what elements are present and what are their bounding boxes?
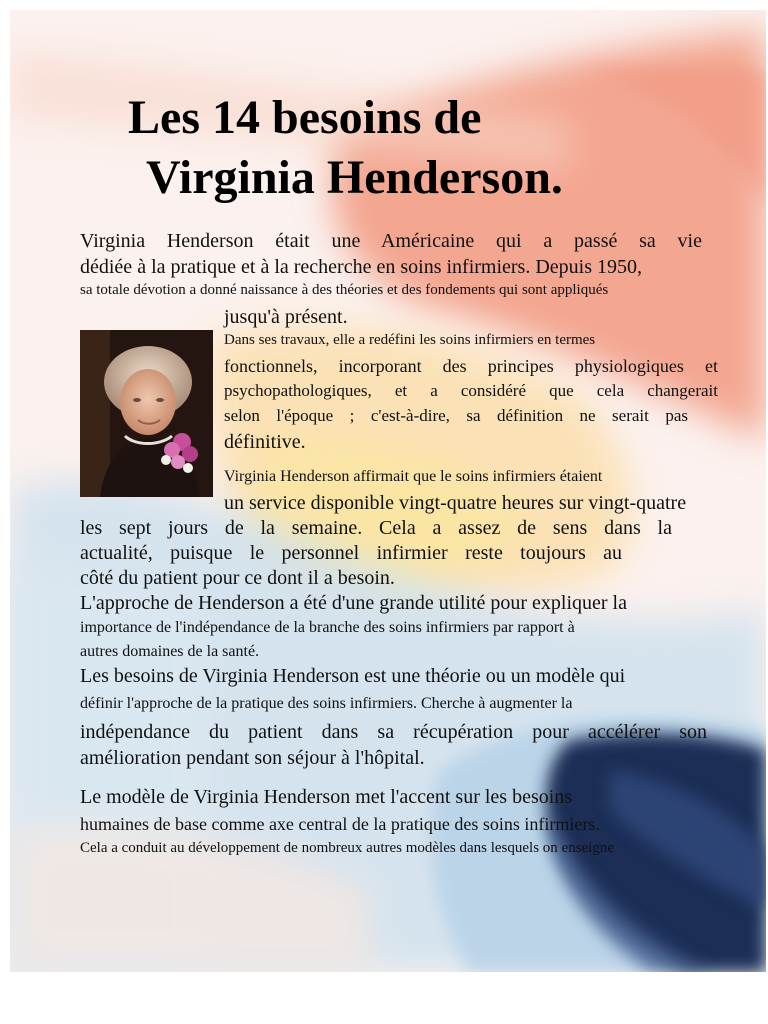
paragraph-line: autres domaines de la santé. xyxy=(80,643,260,660)
paragraph-line: indépendance du patient dans sa récupération pour accélérer son xyxy=(80,721,707,743)
paragraph-line: Virginia Henderson affirmait que le soins infirmiers étaient xyxy=(224,468,603,485)
paragraph-line: côté du patient pour ce dont il a besoin. xyxy=(80,567,395,589)
paragraph-line: sa totale dévotion a donné naissance à des théories et des fondements qui sont appliqués xyxy=(80,282,609,298)
portrait-photo xyxy=(80,330,213,497)
title-line-2: Virginia Henderson. xyxy=(146,151,563,204)
paragraph-line: fonctionnels, incorporant des principes physiologiques et xyxy=(224,356,718,376)
paragraph-line: Cela a conduit au développement de nombreux autres modèles dans lesquels on enseigne xyxy=(80,840,615,856)
paragraph-line: amélioration pendant son séjour à l'hôpital. xyxy=(80,747,425,769)
paragraph-line: importance de l'indépendance de la branche des soins infirmiers par rapport à xyxy=(80,619,575,636)
paragraph-line: définir l'approche de la pratique des soins infirmiers. Cherche à augmenter la xyxy=(80,695,573,712)
paragraph-line: psychopathologiques, et a considéré que cela changerait xyxy=(224,381,718,400)
paragraph-line: humaines de base comme axe central de la pratique des soins infirmiers. xyxy=(80,814,600,834)
document-page xyxy=(10,10,766,972)
paragraph-line: Dans ses travaux, elle a redéfini les soins infirmiers en termes xyxy=(224,332,596,348)
paragraph-line: dédiée à la pratique et à la recherche en soins infirmiers. Depuis 1950, xyxy=(80,256,643,278)
paragraph-line: jusqu'à présent. xyxy=(224,306,348,328)
paragraph-line: L'approche de Henderson a été d'une grande utilité pour expliquer la xyxy=(80,592,627,614)
paragraph-line: actualité, puisque le personnel infirmier reste toujours au xyxy=(80,542,622,564)
title-line-1: Les 14 besoins de xyxy=(128,91,482,144)
paragraph-line: Le modèle de Virginia Henderson met l'accent sur les besoins xyxy=(80,786,573,808)
paragraph-line: définitive. xyxy=(224,431,306,453)
paragraph-line: selon l'époque ; c'est-à-dire, sa définition ne serait pas xyxy=(224,406,688,425)
paragraph-line: un service disponible vingt-quatre heures sur vingt-quatre xyxy=(224,492,687,514)
paragraph-line: Les besoins de Virginia Henderson est une théorie ou un modèle qui xyxy=(80,665,626,687)
paragraph-line: les sept jours de la semaine. Cela a assez de sens dans la xyxy=(80,517,672,539)
paragraph-line: Virginia Henderson était une Américaine qui a passé sa vie xyxy=(80,230,702,252)
